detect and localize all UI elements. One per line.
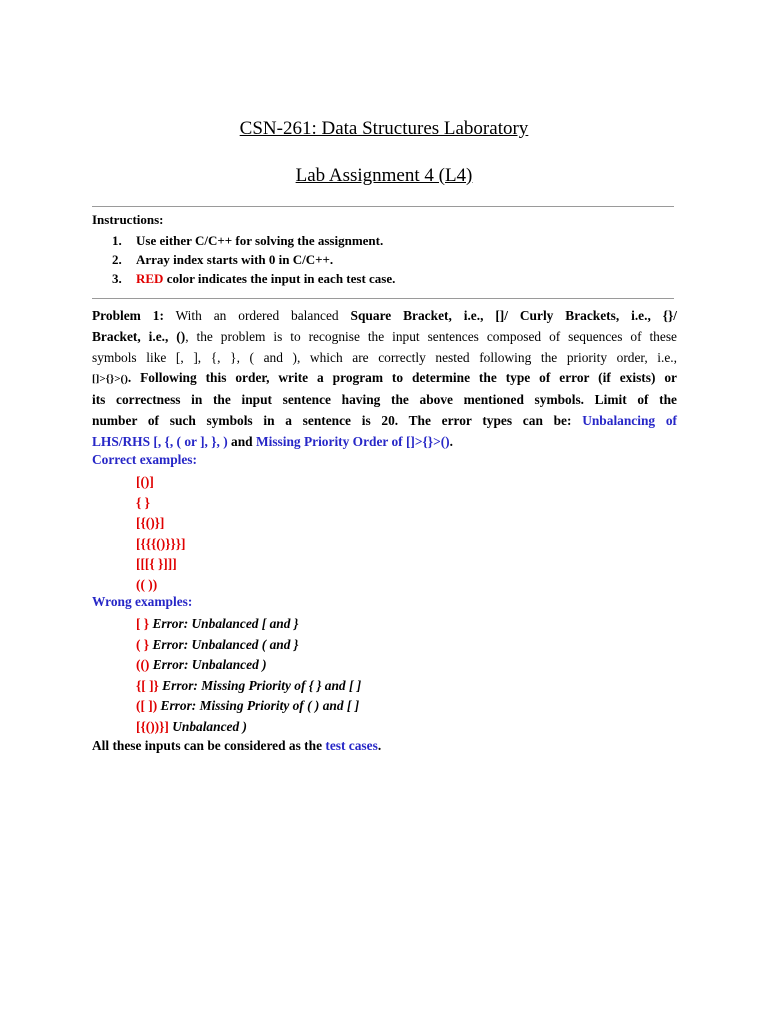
problem-text: With an ordered balanced xyxy=(163,308,351,323)
wrong-example xyxy=(136,696,361,717)
error-type-priority: Missing Priority Order of []>{}>() xyxy=(255,433,450,449)
example-input: [{())}] xyxy=(136,718,169,734)
problem-text: number of such symbols in a sentence is 20. The error types can be: xyxy=(92,412,583,428)
wrong-example xyxy=(136,676,361,697)
problem-text: / xyxy=(673,308,677,323)
wrong-examples-heading: Wrong examples: xyxy=(92,594,193,609)
example-input: (( )) xyxy=(136,576,158,592)
problem-statement xyxy=(92,306,677,453)
correct-example xyxy=(136,534,186,555)
wrong-example xyxy=(136,635,361,656)
footer-period: . xyxy=(377,738,382,753)
correct-examples-list xyxy=(136,472,186,596)
problem-text: . xyxy=(449,433,453,449)
error-message: Error: Unbalanced ) xyxy=(149,657,267,673)
error-message: Error: Unbalanced [ and } xyxy=(149,616,299,631)
instruction-number: 1. xyxy=(112,233,122,248)
instructions-heading: Instructions: xyxy=(92,212,164,227)
error-message: Unbalanced ) xyxy=(168,718,247,734)
course-title: CSN-261: Data Structures Laboratory xyxy=(239,118,529,139)
correct-example xyxy=(136,575,186,596)
problem-text: . Following this order, write a program to determine the type of error (if exists) or xyxy=(127,370,677,386)
correct-example xyxy=(136,513,186,534)
instruction-number: 3. xyxy=(112,271,122,286)
error-message: Error: Unbalanced ( and } xyxy=(149,636,299,652)
example-input: [[[{ }]]] xyxy=(136,556,177,572)
correct-examples-heading: Correct examples: xyxy=(92,452,197,467)
instruction-item xyxy=(112,231,395,250)
problem-line: symbols like [, ], {, }, ( and ), which are correctly nested following the priority order, i.e., xyxy=(92,349,677,365)
example-input: {[ ]} xyxy=(136,677,159,693)
error-type-unbalancing: Unbalancing of xyxy=(582,412,677,428)
test-cases-term: test cases xyxy=(325,738,378,753)
instruction-number: 2. xyxy=(112,252,122,267)
lab-title: Lab Assignment 4 (L4) xyxy=(295,165,473,186)
example-input: ([ ]) xyxy=(136,698,158,714)
divider-top xyxy=(92,206,674,207)
wrong-example xyxy=(136,614,361,635)
correct-example xyxy=(136,493,186,514)
problem-line xyxy=(92,411,677,432)
problem-text: , the problem is to recognise the input sentences composed of sequences of these xyxy=(185,328,677,344)
wrong-example xyxy=(136,655,361,676)
problem-line xyxy=(92,306,677,327)
problem-line xyxy=(92,327,677,348)
footer-text: All these inputs can be considered as the xyxy=(92,738,326,753)
error-type-unbalancing: LHS/RHS [, {, ( or ], }, ) xyxy=(92,433,228,449)
red-word: RED xyxy=(136,271,164,286)
instructions-list xyxy=(112,231,395,288)
correct-example xyxy=(136,554,186,575)
priority-order: []>{}>() xyxy=(92,373,128,386)
instruction-item xyxy=(112,269,395,288)
example-input: [()] xyxy=(136,474,154,489)
problem-label: Problem 1: xyxy=(92,308,164,323)
problem-text: and xyxy=(227,433,256,449)
error-message: Error: Missing Priority of { } and [ ] xyxy=(158,677,362,693)
curly-bracket-term: Curly Brackets, i.e., {} xyxy=(519,308,674,323)
instruction-item xyxy=(112,250,395,269)
example-input: { } xyxy=(136,494,150,510)
wrong-examples-list xyxy=(136,614,361,738)
correct-example xyxy=(136,472,186,493)
example-input: [ } xyxy=(136,616,150,631)
example-input: [{()}] xyxy=(136,515,165,531)
divider-bottom xyxy=(92,298,674,299)
bracket-term: Bracket, i.e., () xyxy=(92,328,186,344)
wrong-example xyxy=(136,717,361,738)
problem-line xyxy=(92,432,677,453)
footer-note xyxy=(92,738,381,754)
problem-line xyxy=(92,368,677,390)
example-input: (() xyxy=(136,657,150,673)
error-message: Error: Missing Priority of ( ) and [ ] xyxy=(157,698,360,714)
instruction-text: color indicates the input in each test case. xyxy=(163,271,396,286)
instruction-text: Array index starts with 0 in C/C++. xyxy=(136,252,334,267)
example-input: ( } xyxy=(136,636,150,652)
problem-text: / xyxy=(504,308,520,323)
example-input: [{{{()}}}] xyxy=(136,535,186,551)
problem-line: its correctness in the input sentence having the above mentioned symbols. Limit of the xyxy=(92,392,677,408)
instruction-text: Use either C/C++ for solving the assignment. xyxy=(136,233,384,248)
square-bracket-term: Square Bracket, i.e., [] xyxy=(350,308,505,323)
